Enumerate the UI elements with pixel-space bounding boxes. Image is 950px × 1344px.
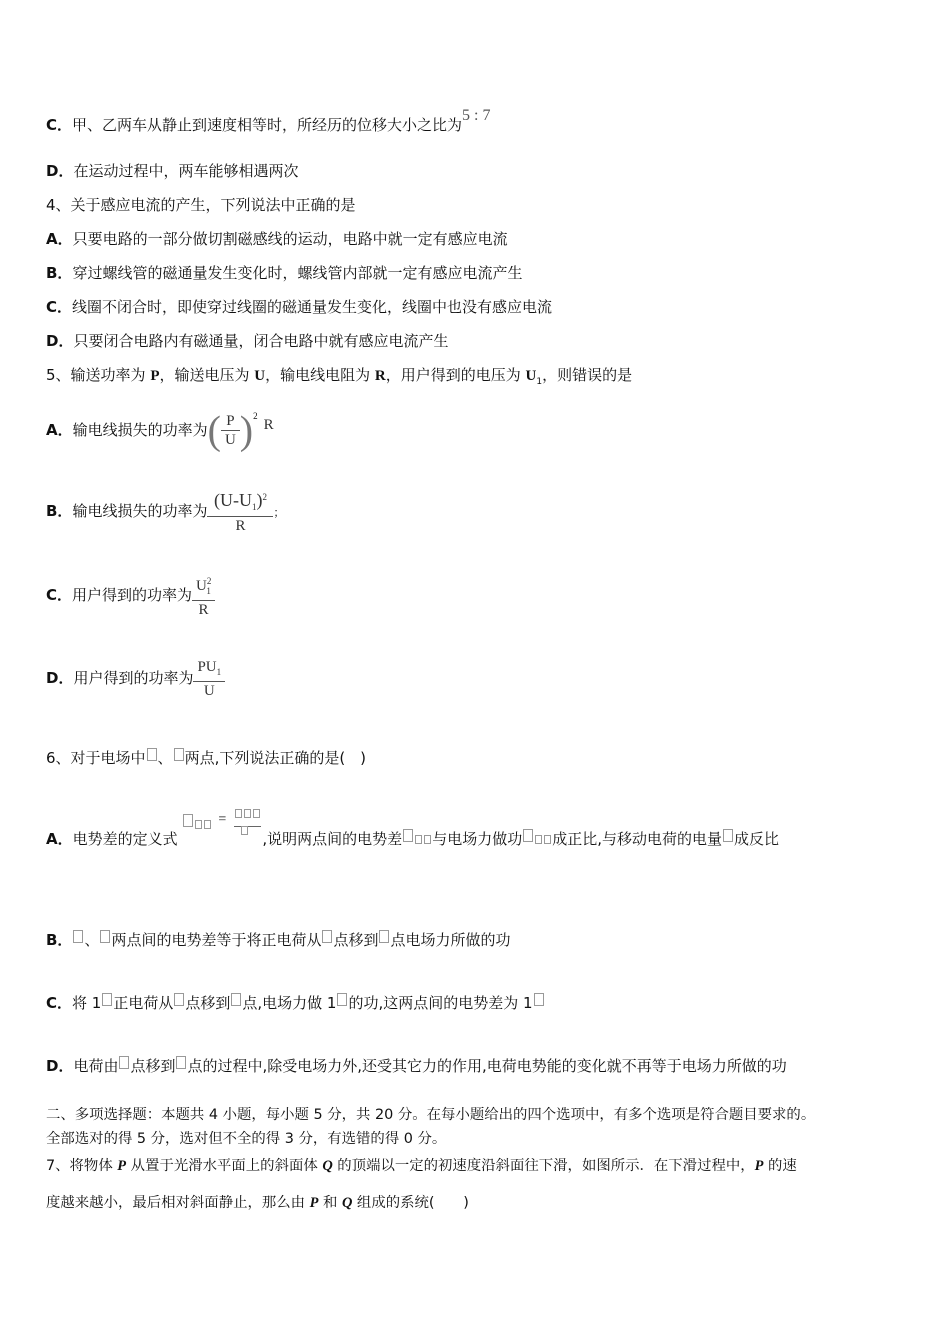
q6-stem: 6、对于电场中 、 两点,下列说法正确的是( ) (46, 749, 367, 767)
q4-option-b: B．穿过螺线管的磁通量发生变化时，螺线管内部就一定有感应电流产生 (46, 264, 523, 282)
q6-option-c: C．将 1 正电荷从 点移到 点,电场力做 1 的功,这两点间的电势差为 1 (46, 993, 545, 1013)
fraction: $\frac{PU_1}{U}$ (193, 658, 225, 700)
option-text: 甲、乙两车从静止到速度相等时，所经历的位移大小之比为 (72, 116, 463, 134)
q6-option-b: B． 、 两点间的电势差等于将正电荷从 点移到 点电场力所做的功 (46, 931, 511, 949)
q4-stem: 4、关于感应电流的产生，下列说法中正确的是 (46, 196, 356, 214)
q5-option-a: A．输电线损失的功率为( $\frac{P}{U}$ )$^2$R (46, 407, 274, 453)
q5-option-d: D．用户得到的功率为 $\frac{PU_1}{U}$ (46, 656, 225, 700)
ratio-value: 5 : 7 (462, 107, 491, 124)
q7-stem-line2: 度越来越小，最后相对斜面静止，那么由 P 和 Q 组成的系统( ) (46, 1195, 469, 1211)
right-paren: ) (239, 407, 254, 453)
q3-option-c (46, 107, 491, 136)
q7-stem-line1: 7、将物体 P 从置于光滑水平面上的斜面体 Q 的顶端以一定的初速度沿斜面往下滑，如图所示．在下滑过程中，P 的速 (46, 1158, 797, 1174)
q6-option-d: D．电荷由 点移到 点的过程中,除受电场力外,还受其它力的作用,电荷电势能的变化就不再等于电场力所做的功 (46, 1057, 787, 1075)
q3-option-d (46, 161, 298, 181)
formula-image: = (182, 830, 262, 850)
missing-glyph (174, 748, 184, 761)
q5-stem: 5、输送功率为 P，输送电压为 U，输电线电阻为 R，用户得到的电压为 $U_1$，则错误的是 (46, 366, 633, 387)
fraction: $\frac{(U-U_1)^2}{R}$ (207, 488, 273, 535)
section-heading-line1: 二、多项选择题：本题共 4 小题，每小题 5 分，共 20 分。在每小题给出的四个选项中，有多个选项是符合题目要求的。 (46, 1107, 816, 1123)
missing-glyph (147, 748, 157, 761)
option-label: D． (46, 162, 74, 180)
q4-option-a: A．只要电路的一部分做切割磁感线的运动，电路中就一定有感应电流 (46, 230, 508, 248)
section-heading-line2: 全部选对的得 5 分，选对但不全的得 3 分，有选错的得 0 分。 (46, 1131, 447, 1147)
q4-option-c: C．线圈不闭合时，即使穿过线圈的磁通量发生变化，线圈中也没有感应电流 (46, 298, 553, 316)
q5-option-b: B．输电线损失的功率为 $\frac{(U-U_1)^2}{R}$ ； (46, 490, 285, 534)
q4-option-d: D．只要闭合电路内有磁通量，闭合电路中就有感应电流产生 (46, 332, 449, 350)
option-text: 在运动过程中，两车能够相遇两次 (73, 162, 299, 180)
fraction: $\frac{P}{U}$ (221, 412, 240, 449)
fraction: $\frac{U^2_1}{R}$ (192, 572, 215, 619)
left-paren: ( (207, 407, 221, 453)
q6-option-a: A．电势差的定义式 = ,说明两点间的电势差 与电场力做功 成正比,与移动电荷的电量 成反比 (46, 829, 779, 850)
q5-option-c: C．用户得到的功率为 $\frac{U^2_1}{R}$ (46, 572, 215, 619)
option-label: C． (46, 116, 73, 134)
